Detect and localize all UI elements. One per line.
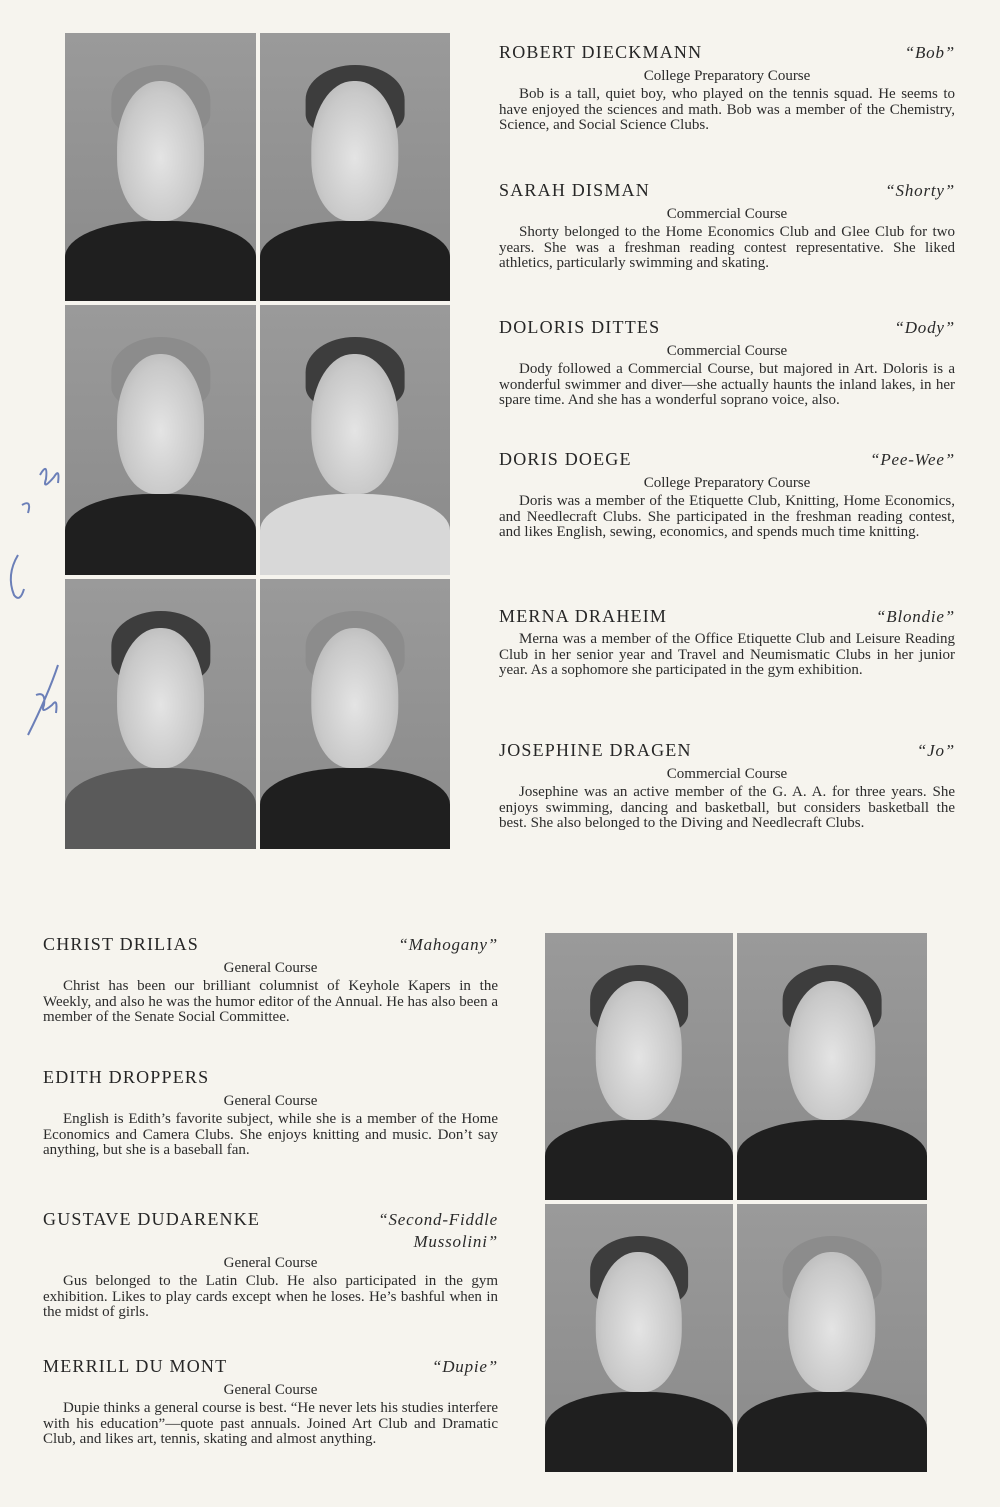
- portrait-photo: [737, 933, 927, 1200]
- student-course: General Course: [223, 1255, 318, 1271]
- student-name: ROBERT DIECKMANN: [499, 42, 703, 62]
- student-name: EDITH DROPPERS: [43, 1067, 210, 1087]
- student-nickname: “Pee-Wee”: [870, 450, 955, 469]
- student-nickname: “Jo”: [916, 741, 955, 760]
- student-course: General Course: [223, 1093, 318, 1109]
- student-bio: Christ has been our brilliant columnist of Keyhole Kapers in the Weekly, and also he was the humor editor of the Annual. He has also been a member of the Senate Social Committee.: [43, 978, 498, 1025]
- portrait-photo: [737, 1204, 927, 1472]
- student-course: Commercial Course: [666, 343, 788, 359]
- student-entry: [499, 180, 955, 272]
- student-bio: Gus belonged to the Latin Club. He also participated in the gym exhibition. Likes to play cards except when he loses. He’s bashful when in the midst of girls.: [43, 1273, 498, 1320]
- student-nickname: “Second-Fiddle Mussolini”: [378, 1210, 498, 1251]
- bottom-photo-grid: [545, 933, 927, 1472]
- portrait-photo: [260, 33, 450, 301]
- student-nickname: “Dupie”: [431, 1357, 498, 1376]
- student-entry: [43, 1209, 498, 1321]
- student-entry: [499, 606, 955, 679]
- portrait-photo: [260, 579, 450, 849]
- student-entry: [499, 42, 955, 134]
- student-entry: [499, 449, 955, 541]
- portrait-photo: [65, 33, 256, 301]
- student-nickname: “Dody”: [894, 318, 955, 337]
- student-course: College Preparatory Course: [643, 475, 811, 491]
- student-bio: English is Edith’s favorite subject, while she is a member of the Home Economics and Camera Clubs. She enjoys knitting and music. Don’t say anything, but she is a baseball fan.: [43, 1111, 498, 1158]
- student-name: MERRILL DU MONT: [43, 1356, 228, 1376]
- student-entry: [43, 1067, 498, 1159]
- student-name: MERNA DRAHEIM: [499, 606, 668, 626]
- student-bio: Dupie thinks a general course is best. “He never lets his studies interfere with his education”—quote past annuals. Joined Art Club and Dramatic Club, and likes art, tennis, skating and almost anything.: [43, 1400, 498, 1447]
- student-bio: Doris was a member of the Etiquette Club, Knitting, Home Economics, and Needlecraft Clubs. She participated in the freshman reading contest, and likes English, sewing, economics, and spends much time knitting.: [499, 493, 955, 540]
- portrait-photo: [545, 933, 733, 1200]
- student-bio: Merna was a member of the Office Etiquette Club and Leisure Reading Club in her senior year and Travel and Neumismatic Clubs in her junior year. As a sophomore she participated in the gym exhibition.: [499, 631, 955, 678]
- student-entry: [43, 1356, 498, 1448]
- student-bio: Shorty belonged to the Home Economics Club and Glee Club for two years. She was a freshman reading contest representative. She liked athletics, particularly swimming and skating.: [499, 224, 955, 271]
- student-bio: Dody followed a Commercial Course, but majored in Art. Doloris is a wonderful swimmer and diver—she actually haunts the inland lakes, in her spare time. And she has a wonderful soprano voice, also.: [499, 361, 955, 408]
- portrait-photo: [260, 305, 450, 575]
- student-name: SARAH DISMAN: [499, 180, 650, 200]
- student-course: General Course: [223, 1382, 318, 1398]
- student-course: College Preparatory Course: [643, 68, 811, 84]
- student-entry: [499, 740, 955, 832]
- student-nickname: “Shorty”: [885, 181, 955, 200]
- portrait-photo: [65, 579, 256, 849]
- student-name: CHRIST DRILIAS: [43, 934, 199, 954]
- student-name: DOLORIS DITTES: [499, 317, 661, 337]
- student-nickname: “Blondie”: [876, 607, 955, 626]
- student-bio: Bob is a tall, quiet boy, who played on the tennis squad. He seems to have enjoyed the sciences and math. Bob was a member of the Chemistry, Science, and Social Science Clubs.: [499, 86, 955, 133]
- student-nickname: “Mahogany”: [398, 935, 498, 954]
- student-course: Commercial Course: [666, 206, 788, 222]
- student-name: GUSTAVE DUDARENKE: [43, 1209, 261, 1229]
- student-name: JOSEPHINE DRAGEN: [499, 740, 692, 760]
- student-entry: [499, 317, 955, 409]
- portrait-photo: [545, 1204, 733, 1472]
- top-photo-grid: [65, 33, 450, 849]
- student-course: General Course: [223, 960, 318, 976]
- student-entry: [43, 934, 498, 1026]
- portrait-photo: [65, 305, 256, 575]
- student-bio: Josephine was an active member of the G. A. A. for three years. She enjoys swimming, dancing and basketball, but considers basketball the best. She also belonged to the Diving and Needlecraft Clubs.: [499, 784, 955, 831]
- student-course: Commercial Course: [666, 766, 788, 782]
- student-name: DORIS DOEGE: [499, 449, 632, 469]
- student-nickname: “Bob”: [904, 43, 955, 62]
